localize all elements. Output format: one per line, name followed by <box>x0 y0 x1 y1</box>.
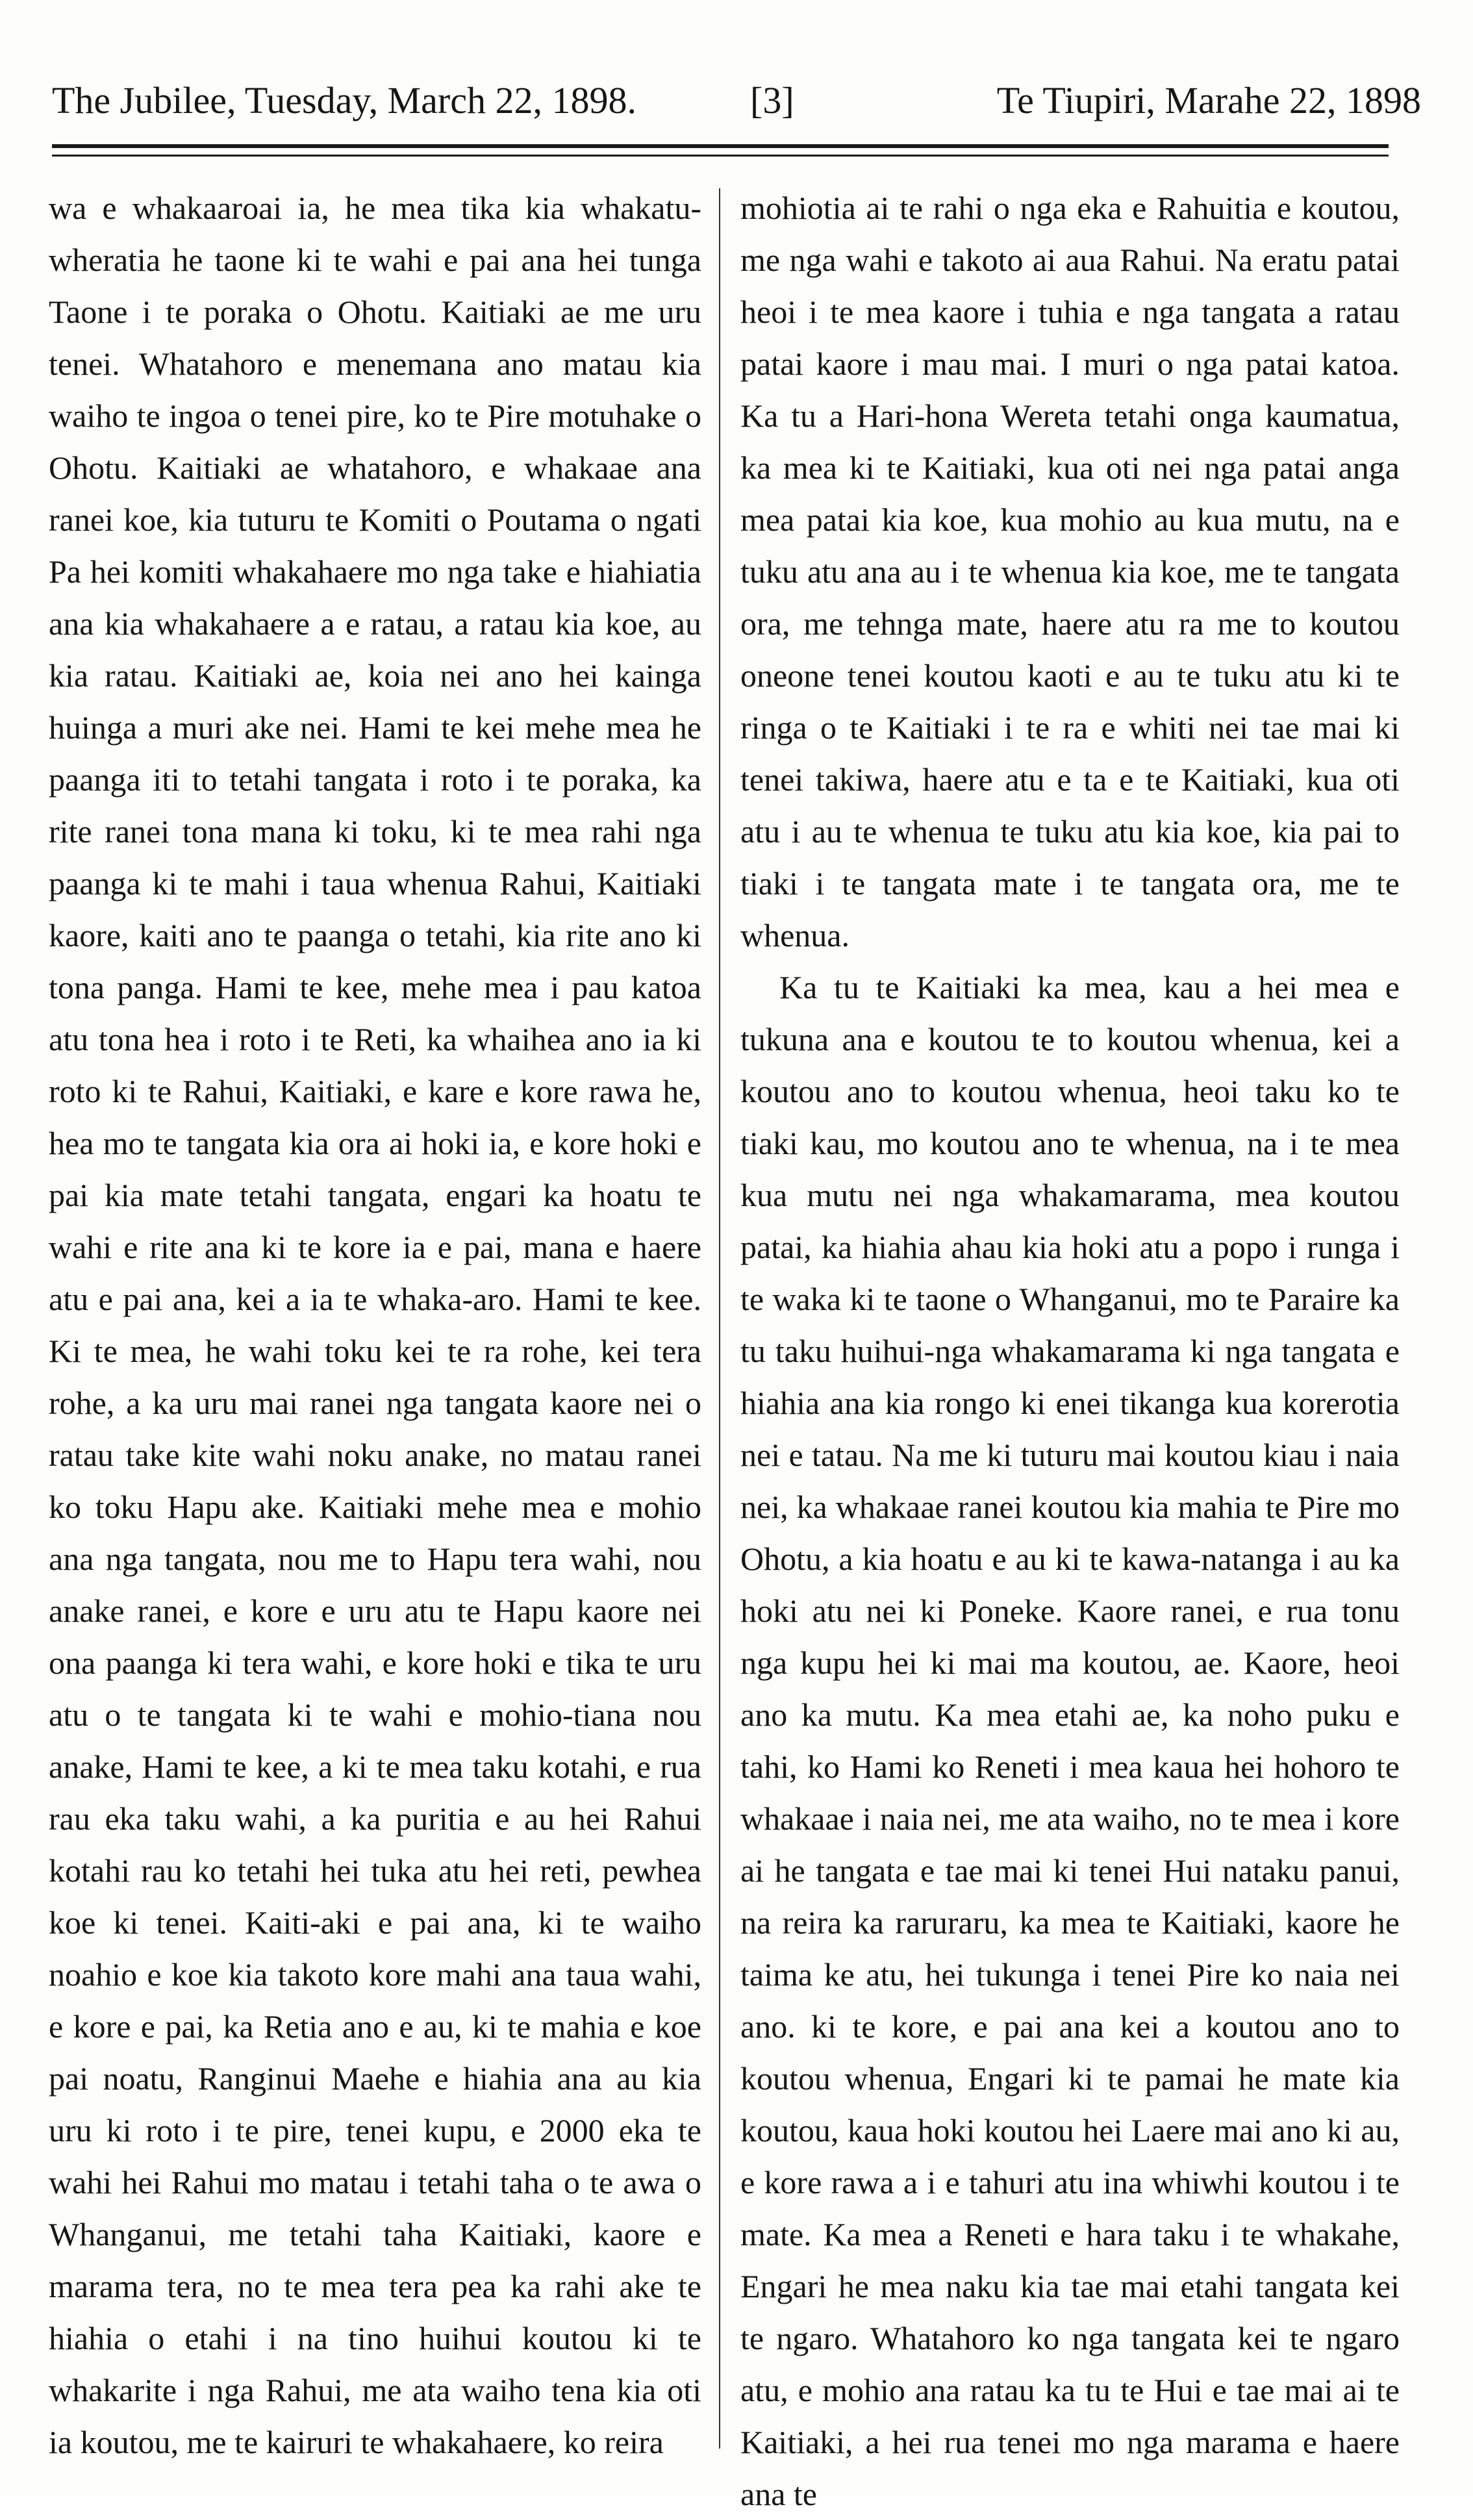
page-number: [3] <box>750 79 794 121</box>
right-column-paragraph-1: mohiotia ai te rahi o nga eka e Rahuitia e koutou, me nga wahi e takoto ai aua Rahui. Na eratu patai heoi i te mea kaore i tuhia e nga tangata a ratau patai kaore i mau mai. I muri o nga patai katoa. Ka tu a Hari-hona Wereta tetahi onga kaumatua, ka mea ki te Kaitiaki, kua oti nei nga patai anga mea patai kia koe, kua mohio au kua mutu, na e tuku atu ana au i te whenua kia koe, me te tangata ora, me tehnga mate, haere atu ra me to koutou oneone tenei koutou kaoti e au te tuku atu ki te ringa o te Kaitiaki i te ra e whiti nei tae mai ki tenei takiwa, haere atu e ta e te Kaitiaki, kua oti atu i au te whenua te tuku atu kia koe, kia pai to tiaki i te tangata mate i te tangata ora, me te whenua. <box>740 190 1400 953</box>
page-header <box>45 62 1428 140</box>
header-english-date: The Jubilee, Tuesday, March 22, 1898. <box>52 79 636 121</box>
left-column <box>49 182 701 2468</box>
column-divider <box>719 188 720 2449</box>
right-column-paragraph-2: Ka tu te Kaitiaki ka mea, kau a hei mea e tukuna ana e koutou te to koutou whenua, kei a koutou ano to koutou whenua, heoi taku ko te tiaki kau, mo koutou ano te whenua, na i te mea kua mutu nei nga whakamarama, mea koutou patai, ka hiahia ahau kia hoki atu a popo i runga i te waka ki te taone o Whanganui, mo te Paraire ka tu taku huihui-nga whakamarama ki nga tangata e hiahia ana kia rongo ki enei tikanga kua korerotia nei e tatau. Na me ki tuturu mai koutou kiau i naia nei, ka whakaae ranei koutou kia mahia te Pire mo Ohotu, a kia hoatu e au ki te kawa-natanga i au ka hoki atu nei ki Poneke. Kaore ranei, e rua tonu nga kupu hei ki mai ma koutou, ae. Kaore, heoi ano ka mutu. Ka mea etahi ae, ka noho puku e tahi, ko Hami ko Reneti i mea kaua hei hohoro te whakaae i naia nei, me ata waiho, no te mea i kore ai he tangata e tae mai ki tenei Hui nataku panui, na reira ka raruraru, ka mea te Kaitiaki, kaore he taima ke atu, hei tukunga i tenei Pire ko naia nei ano. ki te kore, e pai ana kei a koutou ano to koutou whenua, Engari ki te pamai he mate kia koutou, kaua hoki koutou hei Laere mai ano ki au, e kore rawa a i e tahuri atu ina whiwhi koutou i te mate. Ka mea a Reneti e hara taku i te whakahe, Engari he mea naku kia tae mai etahi tangata kei te ngaro. Whatahoro ko nga tangata kei te ngaro atu, e mohio ana ratau ka tu te Hui e tae mai ai te Kaitiaki, a hei rua tenei mo nga marama e haere ana te <box>740 969 1400 2512</box>
left-column-paragraph-1: wa e whakaaroai ia, he mea tika kia whakatu-wheratia he taone ki te wahi e pai ana hei tunga Taone i te poraka o Ohotu. Kaitiaki ae me uru tenei. Whatahoro e menemana ano matau kia waiho te ingoa o tenei pire, ko te Pire motuhake o Ohotu. Kaitiaki ae whatahoro, e whakaae ana ranei koe, kia tuturu te Komiti o Poutama o ngati Pa hei komiti whakahaere mo nga take e hiahiatia ana kia whakahaere a e ratau, a ratau kia koe, au kia ratau. Kaitiaki ae, koia nei ano hei kainga huinga a muri ake nei. Hami te kei mehe mea he paanga iti to tetahi tangata i roto i te poraka, ka rite ranei tona mana ki toku, ki te mea rahi nga paanga ki te mahi i taua whenua Rahui, Kaitiaki kaore, kaiti ano te paanga o tetahi, kia rite ano ki tona panga. Hami te kee, mehe mea i pau katoa atu tona hea i roto i te Reti, ka whaihea ano ia ki roto ki te Rahui, Kaitiaki, e kare e kore rawa he, hea mo te tangata kia ora ai hoki ia, e kore hoki e pai kia mate tetahi tangata, engari ka hoatu te wahi e rite ana ki te kore ia e pai, mana e haere atu e pai ana, kei a ia te whaka-aro. Hami te kee. Ki te mea, he wahi toku kei te ra rohe, kei tera rohe, a ka uru mai ranei nga tangata kaore nei o ratau take kite wahi noku anake, no matau ranei ko toku Hapu ake. Kaitiaki mehe mea e mohio ana nga tangata, nou me to Hapu tera wahi, nou anake ranei, e kore e uru atu te Hapu kaore nei ona paanga ki tera wahi, e kore hoki e tika te uru atu o te tangata ki te wahi e mohio-tiana nou anake, Hami te kee, a ki te mea taku kotahi, e rua rau eka taku wahi, a ka puritia e au hei Rahui kotahi rau ko tetahi hei tuka atu hei reti, pewhea koe ki tenei. Kaiti-aki e pai ana, ki te waiho noahio e koe kia takoto kore mahi ana taua wahi, e kore e pai, ka Retia ano e au, ki te mahia e koe pai noatu, Ranginui Maehe e hiahia ana au kia uru ki roto i te pire, tenei kupu, e 2000 eka te wahi hei Rahui mo matau i tetahi taha o te awa o Whanganui, me tetahi taha Kaitiaki, kaore e marama tera, no te mea tera pea ka rahi ake te hiahia o etahi i na tino huihui koutou ki te whakarite i nga Rahui, me ata waiho tena kia oti ia koutou, me te kairuri te whakahaere, ko reira <box>49 190 701 2460</box>
right-column <box>740 182 1400 2520</box>
header-rule-thick <box>52 144 1389 148</box>
header-rule-thin <box>52 155 1389 157</box>
header-maori-date: Te Tiupiri, Marahe 22, 1898 <box>996 79 1421 121</box>
